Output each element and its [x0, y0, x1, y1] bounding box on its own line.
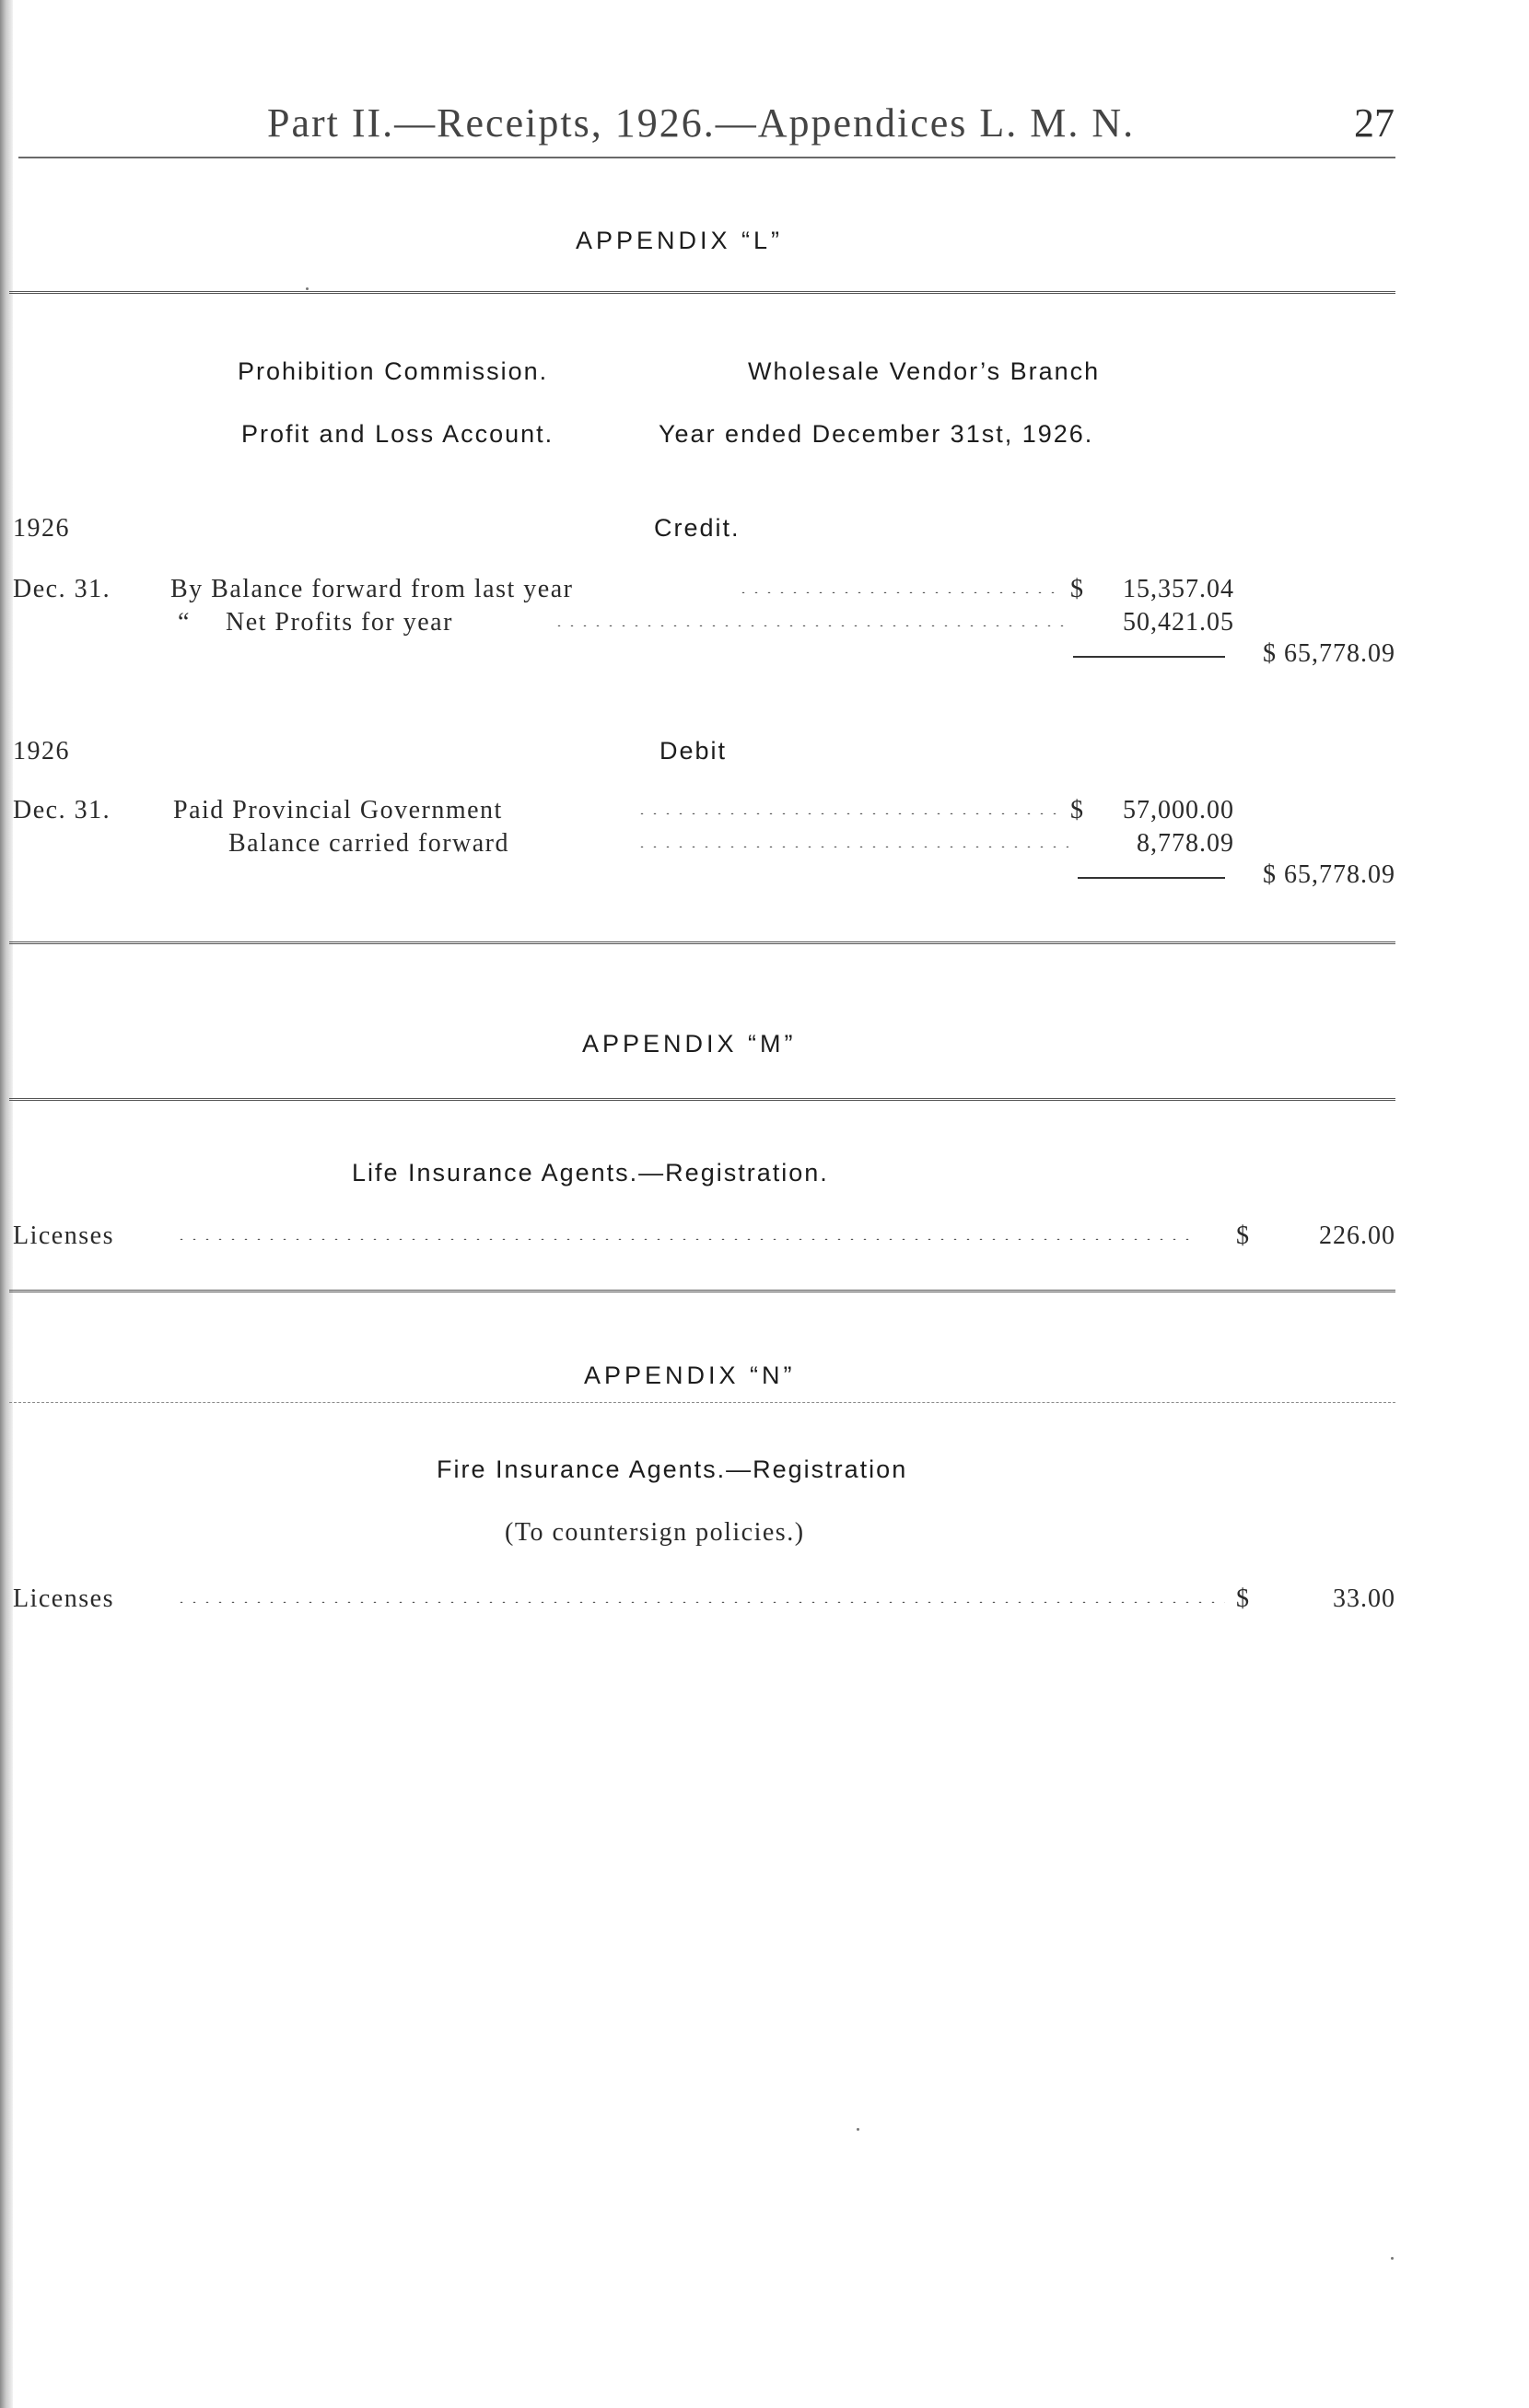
- appendix-l-rule: [9, 291, 1395, 298]
- header-rule: [18, 157, 1395, 158]
- branch-name: Wholesale Vendor’s Branch: [748, 357, 1101, 385]
- appendix-l-title: APPENDIX “L”: [576, 227, 784, 254]
- licenses-currency: $: [1236, 1584, 1251, 1613]
- dot-leader: [175, 1238, 1197, 1240]
- appendix-n-title: APPENDIX “N”: [584, 1362, 796, 1389]
- debit-heading: Debit: [659, 737, 728, 765]
- credit-year: 1926: [13, 514, 70, 543]
- credit-row-description: By Balance forward from last year: [170, 575, 574, 603]
- scan-speck: [857, 2128, 859, 2131]
- licenses-amount: 226.00: [1319, 1222, 1395, 1250]
- licenses-label: Licenses: [13, 1584, 114, 1613]
- credit-row-description: Net Profits for year: [226, 608, 453, 637]
- running-head: Part II.—Receipts, 1926.—Appendices L. M. N.: [267, 100, 1136, 146]
- credit-heading: Credit.: [654, 514, 741, 542]
- section-separator: [9, 941, 1395, 948]
- licenses-amount: 33.00: [1333, 1584, 1395, 1613]
- total-rule: [1073, 656, 1225, 658]
- dot-leader: [636, 846, 1068, 847]
- debit-row-description: Paid Provincial Government: [173, 796, 503, 824]
- credit-row-date: Dec. 31.: [13, 575, 111, 603]
- scan-speck: [306, 287, 309, 290]
- debit-row-description: Balance carried forward: [228, 829, 509, 858]
- dot-leader: [553, 625, 1068, 626]
- page-number: 27: [1354, 100, 1395, 146]
- dot-leader: [636, 812, 1059, 814]
- debit-total: $ 65,778.09: [1263, 860, 1395, 889]
- dot-leader: [737, 591, 1059, 593]
- debit-row-date: Dec. 31.: [13, 796, 111, 824]
- licenses-currency: $: [1236, 1222, 1251, 1250]
- scanned-page-edge: [0, 0, 13, 2408]
- debit-row-currency: $: [1070, 796, 1085, 824]
- debit-row-amount: 57,000.00: [1123, 796, 1234, 824]
- credit-row-amount: 15,357.04: [1123, 575, 1234, 603]
- account-title: Profit and Loss Account.: [241, 420, 554, 448]
- credit-row-amount: 50,421.05: [1123, 608, 1234, 637]
- section-separator: [9, 1290, 1395, 1296]
- debit-year: 1926: [13, 737, 70, 766]
- account-period: Year ended December 31st, 1926.: [659, 420, 1094, 448]
- credit-row-currency: $: [1070, 575, 1085, 603]
- scan-speck: [1391, 2257, 1394, 2260]
- dot-leader: [175, 1601, 1225, 1603]
- total-rule: [1078, 877, 1225, 879]
- credit-total: $ 65,778.09: [1263, 639, 1395, 668]
- appendix-m-rule: [9, 1098, 1395, 1105]
- licenses-label: Licenses: [13, 1222, 114, 1250]
- appendix-n-note: (To countersign policies.): [505, 1518, 805, 1547]
- appendix-m-title: APPENDIX “M”: [582, 1030, 797, 1058]
- debit-row-amount: 8,778.09: [1137, 829, 1234, 858]
- org-name: Prohibition Commission.: [238, 357, 549, 385]
- ditto-mark: “: [178, 608, 191, 637]
- appendix-n-subtitle: Fire Insurance Agents.—Registration: [437, 1455, 908, 1483]
- appendix-m-subtitle: Life Insurance Agents.—Registration.: [352, 1159, 829, 1186]
- appendix-n-rule: [9, 1402, 1395, 1403]
